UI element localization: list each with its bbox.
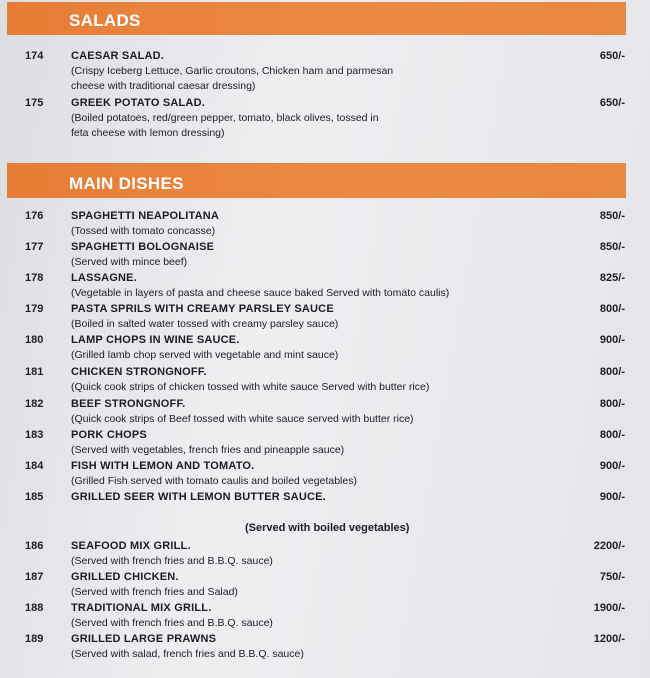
item-name: FISH WITH LEMON AND TOMATO. xyxy=(71,460,255,472)
item-number: 184 xyxy=(25,460,44,472)
item-name: GRILLED LARGE PRAWNS xyxy=(71,633,217,645)
item-description: (Served with vegetables, french fries and pineapple sauce) xyxy=(71,444,345,456)
item-number: 186 xyxy=(25,540,44,552)
item-description: (Grilled Fish served with tomato caulis and boiled vegetables) xyxy=(71,475,357,487)
item-number: 176 xyxy=(25,210,44,222)
item-price: 750/- xyxy=(599,571,625,583)
item-name: SPAGHETTI NEAPOLITANA xyxy=(71,210,220,222)
item-price: 900/- xyxy=(599,460,625,472)
item-price: 1200/- xyxy=(593,633,625,645)
item-description: (Tossed with tomato concasse) xyxy=(71,225,216,237)
item-price: 800/- xyxy=(599,398,625,410)
item-name: PASTA SPRILS WITH CREAMY PARSLEY SAUCE xyxy=(71,303,334,315)
item-price: 900/- xyxy=(599,334,625,346)
item-description: (Crispy Iceberg Lettuce, Garlic croutons, Chicken ham and parmesan cheese with traditional caesar dressing) xyxy=(71,65,394,92)
item-number: 180 xyxy=(25,334,44,346)
item-description: (Served with french fries and B.B.Q. sauce) xyxy=(71,555,273,567)
item-description: (Quick cook strips of Beef tossed with white sauce served with butter rice) xyxy=(71,413,414,425)
item-name: SEAFOOD MIX GRILL. xyxy=(71,540,191,552)
item-price: 650/- xyxy=(599,50,625,62)
item-price: 800/- xyxy=(599,303,625,315)
section-header-main-dishes: MAIN DISHES xyxy=(7,163,626,198)
section-header-salads: SALADS xyxy=(7,2,626,35)
item-price: 1900/- xyxy=(593,602,625,614)
item-description: (Boiled in salted water tossed with creamy parsley sauce) xyxy=(71,318,339,330)
item-price: 650/- xyxy=(599,97,625,109)
item-description: (Grilled lamb chop served with vegetable and mint sauce) xyxy=(71,349,339,361)
item-description: (Served with french fries and Salad) xyxy=(71,586,238,598)
item-price: 850/- xyxy=(599,241,625,253)
item-name: SPAGHETTI BOLOGNAISE xyxy=(71,241,215,253)
item-price: 800/- xyxy=(599,429,625,441)
item-number: 183 xyxy=(25,429,44,441)
item-name: GRILLED SEER WITH LEMON BUTTER SAUCE. xyxy=(71,491,326,503)
item-name: TRADITIONAL MIX GRILL. xyxy=(71,602,212,614)
item-number: 175 xyxy=(25,97,44,109)
item-name: LASSAGNE. xyxy=(71,272,137,284)
item-number: 189 xyxy=(25,633,44,645)
item-price: 900/- xyxy=(599,491,625,503)
item-name: PORK CHOPS xyxy=(71,429,147,441)
item-price: 825/- xyxy=(599,272,625,284)
item-description: (Quick cook strips of chicken tossed with white sauce Served with butter rice) xyxy=(71,381,430,393)
item-name: GREEK POTATO SALAD. xyxy=(71,97,205,109)
item-price: 2200/- xyxy=(593,540,625,552)
item-description: (Served with mince beef) xyxy=(71,256,188,268)
item-number: 182 xyxy=(25,398,44,410)
item-number: 185 xyxy=(25,491,44,503)
item-number: 188 xyxy=(25,602,44,614)
item-price: 800/- xyxy=(599,366,625,378)
item-number: 174 xyxy=(25,50,44,62)
item-name: CHICKEN STRONGNOFF. xyxy=(71,366,207,378)
item-description: (Boiled potatoes, red/green pepper, tomato, black olives, tossed in feta cheese with lemon dressing) xyxy=(71,112,379,139)
item-description: (Served with salad, french fries and B.B.Q. sauce) xyxy=(71,648,304,660)
item-number: 187 xyxy=(25,571,44,583)
item-number: 179 xyxy=(25,303,44,315)
item-name: LAMP CHOPS IN WINE SAUCE. xyxy=(71,334,240,346)
served-with-note: (Served with boiled vegetables) xyxy=(245,522,410,534)
item-number: 177 xyxy=(25,241,44,253)
item-description: (Served with french fries and B.B.Q. sauce) xyxy=(71,617,273,629)
item-name: CAESAR SALAD. xyxy=(71,50,165,62)
item-description: (Vegetable in layers of pasta and cheese sauce baked Served with tomato caulis) xyxy=(71,287,450,299)
item-number: 178 xyxy=(25,272,44,284)
item-name: GRILLED CHICKEN. xyxy=(71,571,179,583)
item-price: 850/- xyxy=(599,210,625,222)
item-name: BEEF STRONGNOFF. xyxy=(71,398,186,410)
item-number: 181 xyxy=(25,366,44,378)
